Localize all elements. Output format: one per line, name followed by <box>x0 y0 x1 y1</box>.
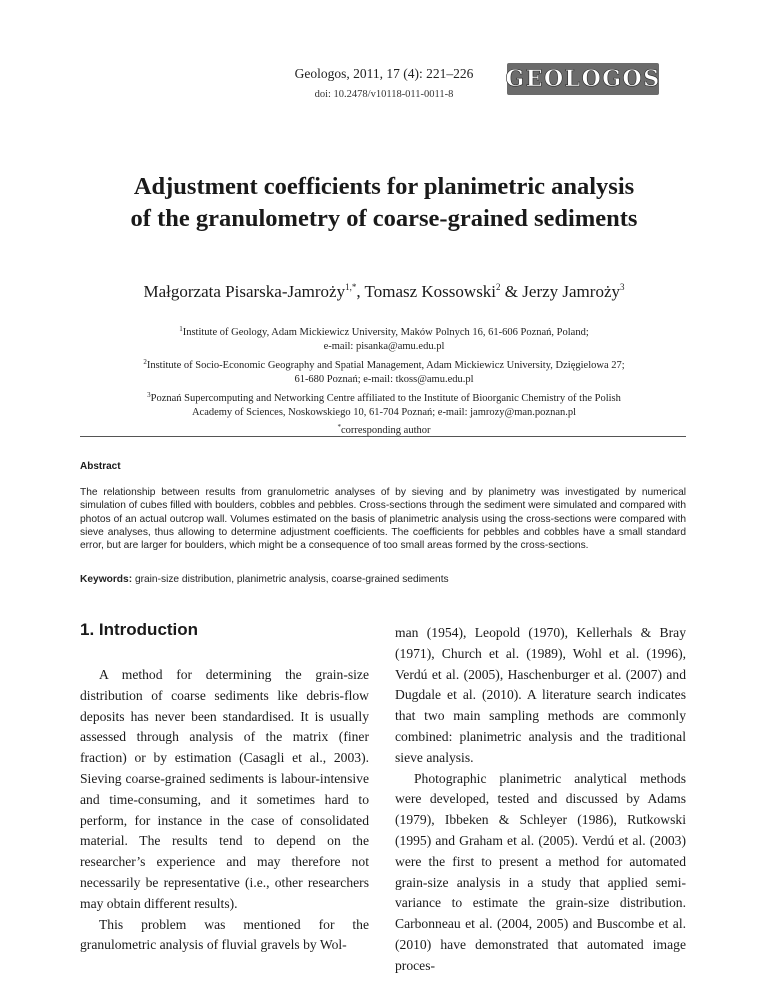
affil-mark: 2 <box>143 357 147 366</box>
affiliation-line <box>0 340 768 354</box>
journal-logo <box>507 63 659 95</box>
body-column-right <box>395 623 686 977</box>
affil-text: e-mail: pisanka@amu.edu.pl <box>323 341 445 353</box>
paragraph: Photographic planimetric analytical methods were developed, tested and discussed by Adams (1979), Ibbeken & Schleyer (1986), Rutkowski (1995) and Graham et al. (2005). Verdú et al. (2003) were the first to present a method for automated grain-size analysis in a study that applied semi-variance to estimate the grain-size distribution. Carbonneau et al. (2004, 2005) and Buscombe et al. (2010) have demonstrated that automated image proces- <box>395 770 686 973</box>
affil-text: 61-680 Poznań; e-mail: tkoss@amu.edu.pl <box>294 374 474 386</box>
paragraph: A method for determining the grain-size distribution of coarse sediments like debris-flow deposits has never been standardised. It is usually assessed through analysis of the matrix (finer fraction) or by estimation (Casagli et al., 2003). Sieving coarse-grained sediments is labour-intensive and time-consuming, and it sometimes hard to perform, for instance in the case of consolidated material. The results tend to depend on the researcher’s experience and may therefore not necessarily be representative (i.e., other researchers may obtain different results). <box>80 667 369 911</box>
author-name: Małgorzata Pisarska-Jamroży <box>143 282 346 301</box>
body-column-left <box>80 665 369 956</box>
paragraph: man (1954), Leopold (1970), Kellerhals & Bray (1971), Church et al. (1989), Wohl et al. (1996), Verdú et al. (2005), Haschenburger et al. (2007) and Dugdale et al. (2010). A literature search indicates that two main sampling methods are commonly combined: planimetric analysis and the traditional sieve analysis. <box>395 625 686 765</box>
section-heading: 1. Introduction <box>80 620 199 639</box>
author-separator: & <box>500 282 523 301</box>
author-list <box>0 282 768 302</box>
abstract-heading: Abstract <box>80 461 121 472</box>
affiliation-line <box>0 355 768 373</box>
author-affil-mark: 1,* <box>345 282 357 292</box>
affiliation-line <box>0 322 768 340</box>
affil-mark: * <box>337 423 341 432</box>
author-name: Tomasz Kossowski <box>364 282 497 301</box>
abstract-text: The relationship between results from granulometric analyses of by sieving and by planimetry was investigated by numerical simulation of cubes filled with boulders, cobbles and pebbles. Cross-sections through the sediment were simulated and compared with photos of an actual outcrop wall. Volumes estimated on the basis of planimetric analysis using the cross-sections were compared with sieve analyses, thus allowing to determine adjustment coefficients. The coefficients for pebbles and cobbles have a small standard error, but are larger for boulders, which might be a consequence of too small areas formed by the cross-sections. <box>80 487 686 552</box>
doi: doi: 10.2478/v10118-011-0011-8 <box>314 89 454 100</box>
divider <box>80 436 686 437</box>
keywords-text: grain-size distribution, planimetric analysis, coarse-grained sediments <box>134 574 449 585</box>
affil-mark: 3 <box>147 390 151 399</box>
affiliation-line <box>0 406 768 420</box>
paragraph: This problem was mentioned for the granulometric analysis of fluvial gravels by Wol- <box>80 916 369 953</box>
affiliations <box>0 322 768 439</box>
journal-logo-text: GEOLOGOS <box>505 66 661 92</box>
author-name: Jerzy Jamroży <box>522 282 620 301</box>
affil-text: corresponding author <box>340 425 431 437</box>
title-line-1: Adjustment coefficients for planimetric analysis <box>133 173 635 200</box>
author-separator: , <box>356 282 365 301</box>
title-line-2: of the granulometry of coarse-grained sediments <box>130 205 638 232</box>
affil-text: Institute of Socio-Economic Geography and Spatial Management, Adam Mickiewicz University, Dzięgielowa 27; <box>146 359 625 371</box>
affil-text: Poznań Supercomputing and Networking Centre affiliated to the Institute of Bioorganic Chemistry of the Polish <box>150 392 621 404</box>
affiliation-line <box>0 373 768 387</box>
affil-text: Academy of Sciences, Noskowskiego 10, 61-704 Poznań; e-mail: jamrozy@man.poznan.pl <box>191 407 577 419</box>
author-affil-mark: 2 <box>496 282 501 292</box>
article-title <box>60 171 708 235</box>
affil-mark: 1 <box>179 325 183 333</box>
author-affil-mark: 3 <box>620 282 625 292</box>
journal-citation: Geologos, 2011, 17 (4): 221–226 <box>294 66 474 81</box>
affiliation-line <box>0 388 768 406</box>
keywords <box>80 574 686 585</box>
keywords-label: Keywords: <box>80 574 133 585</box>
affil-text: Institute of Geology, Adam Mickiewicz University, Maków Polnych 16, 61-606 Poznań, Poland; <box>182 327 589 338</box>
